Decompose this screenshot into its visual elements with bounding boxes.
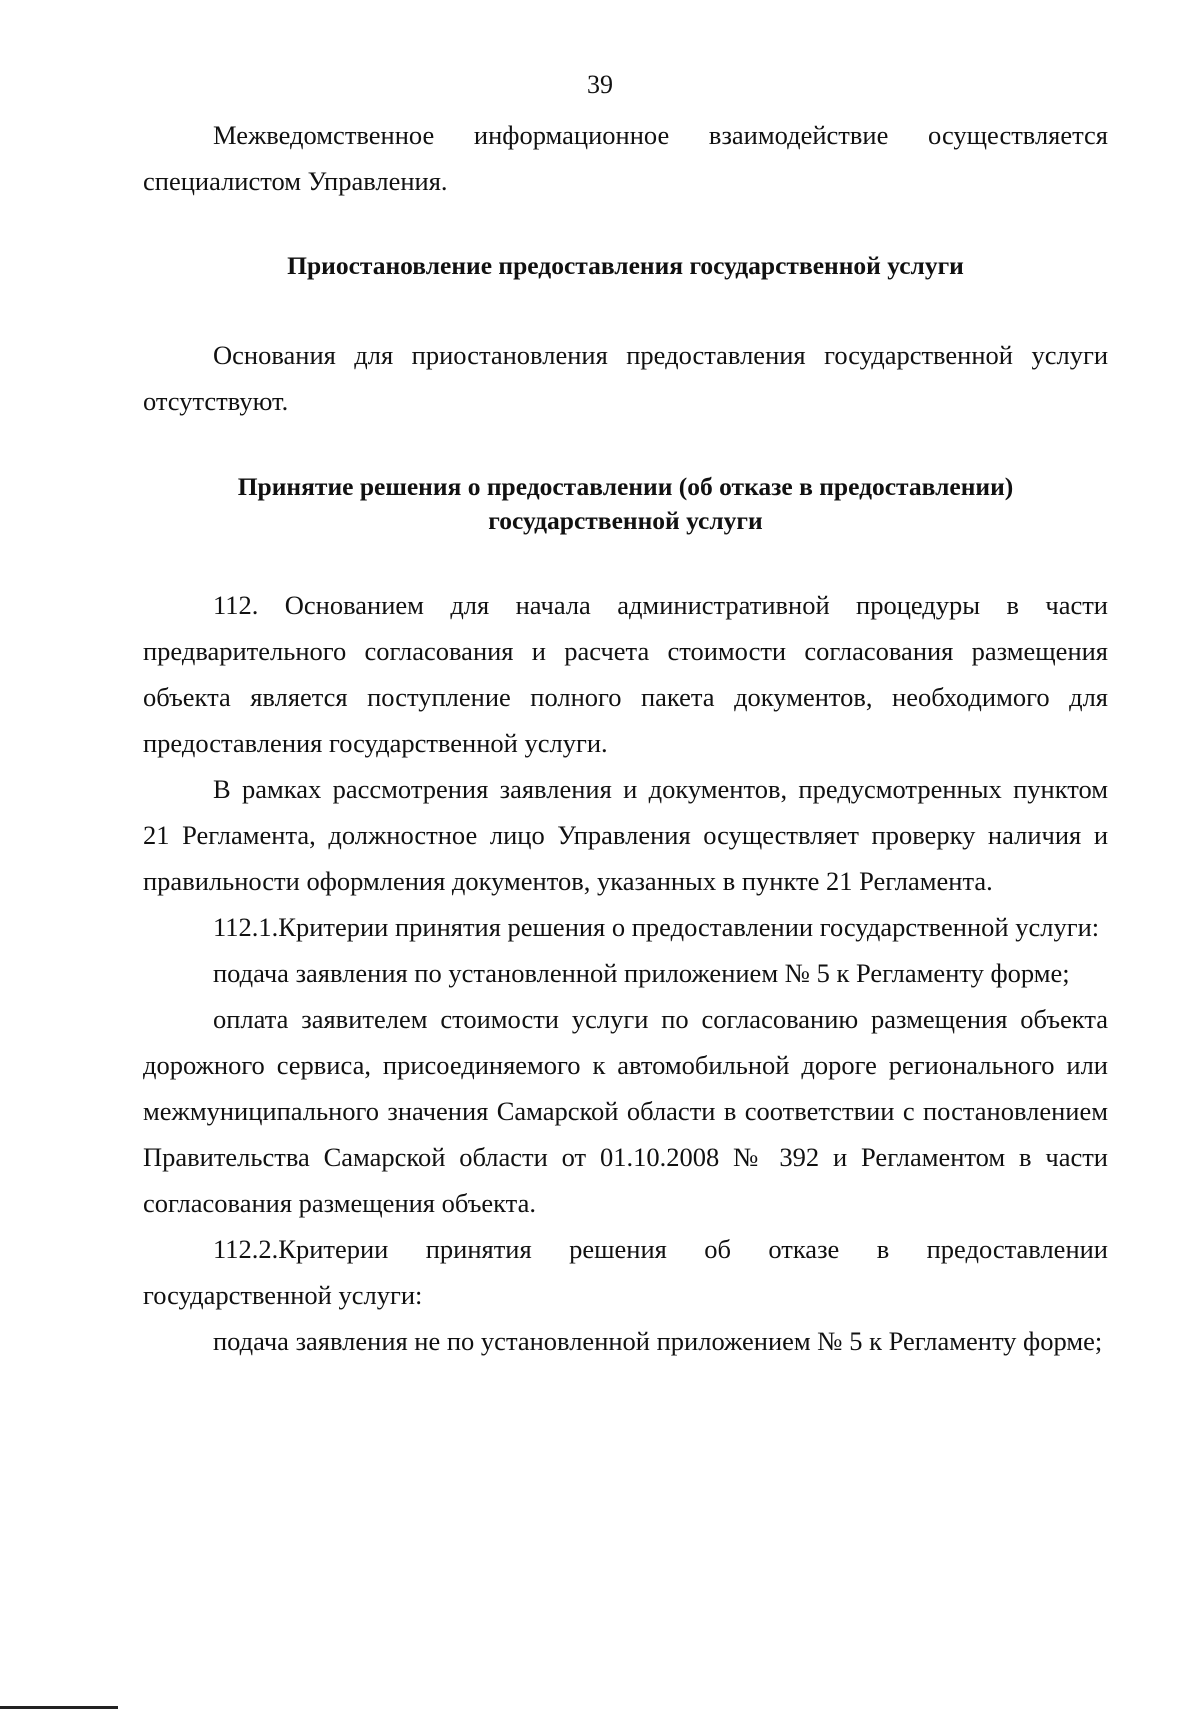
footer-rule xyxy=(0,1706,118,1709)
paragraph-refusal-form: подача заявления не по установленной приложением № 5 к Регламенту форме; xyxy=(213,1326,1103,1356)
heading-decision xyxy=(143,470,1108,538)
paragraph-criterion-form: подача заявления по установленной приложением № 5 к Регламенту форме; xyxy=(213,958,1070,988)
paragraph-interagency: Межведомственное информационное взаимодействие осуществляется специалистом Управления. xyxy=(143,120,1108,196)
page-number: 39 xyxy=(587,70,613,99)
heading-decision-line2: государственной услуги xyxy=(488,506,763,535)
paragraph-suspension-grounds: Основания для приостановления предоставления государственной услуги отсутствуют. xyxy=(143,340,1108,416)
heading-suspension: Приостановление предоставления государственной услуги xyxy=(287,251,964,280)
paragraph-review: В рамках рассмотрения заявления и документов, предусмотренных пунктом 21 Регламента, должностное лицо Управления осуществляет проверку наличия и правильности оформления документов, указанных в пункте 21 Регламента. xyxy=(143,774,1108,896)
paragraph-112-2: 112.2.Критерии принятия решения об отказе в предоставлении государственной услуги: xyxy=(143,1234,1108,1310)
paragraph-112-1: 112.1.Критерии принятия решения о предоставлении государственной услуги: xyxy=(213,912,1100,942)
paragraph-criterion-payment: оплата заявителем стоимости услуги по согласованию размещения объекта дорожного сервиса, присоединяемого к автомобильной дороге регионального или межмуниципального значения Самарской области в соответствии с постановлением Правительства Самарской области от 01.10.2008 № 392 и Регламентом в части согласования размещения объекта. xyxy=(143,1004,1108,1218)
heading-decision-line1: Принятие решения о предоставлении (об отказе в предоставлении) xyxy=(237,472,1014,501)
paragraph-112: 112. Основанием для начала административной процедуры в части предварительного согласования и расчета стоимости согласования размещения объекта является поступление полного пакета документов, необходимого для предоставления государственной услуги. xyxy=(143,590,1108,758)
page-content xyxy=(143,112,1108,1364)
